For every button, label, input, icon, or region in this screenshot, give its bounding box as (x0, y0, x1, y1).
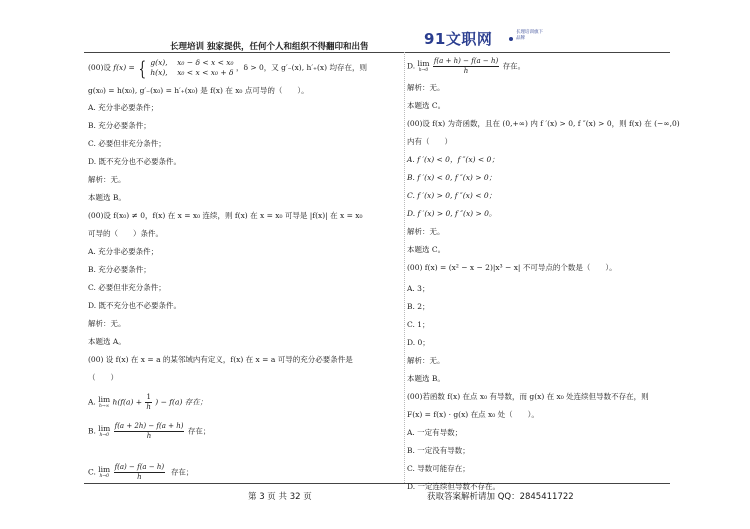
q4-answer: 本题选 C。 (407, 245, 446, 254)
right-column (407, 57, 680, 492)
q4-option-d: D. f ′(x) > 0, f ″(x) > 0。 (407, 209, 497, 218)
q1-answer: 本题选 B。 (88, 193, 126, 202)
q3b-limit (98, 425, 110, 438)
q6-option-b: B. 一定没有导数； (407, 446, 470, 455)
q3-option-b (88, 422, 398, 441)
q3-analysis: 解析：无。 (407, 83, 445, 92)
q6-line2: F(x) = f(x) · g(x) 在点 x₀ 处（ ）。 (407, 410, 539, 419)
page-number: 第 3 页 共 32 页 (248, 492, 312, 502)
q2-answer: 本题选 A。 (88, 337, 126, 346)
q2-analysis: 解析：无。 (88, 319, 126, 328)
q3a-label: A. (88, 397, 96, 407)
case1-cond: x₀ − δ < x < x₀ (177, 58, 234, 67)
q4-option-a: A. f ′(x) < 0，f ″(x) < 0； (407, 155, 499, 164)
frac-num: 1 (146, 393, 151, 401)
q2-option-a: A. 充分非必要条件； (88, 247, 159, 256)
case1-func: g(x), (150, 58, 168, 67)
q6-option-c: C. 导数可能存在； (407, 464, 470, 473)
q3c-label: C. (88, 467, 96, 477)
q5-option-a: A. 3； (407, 284, 430, 293)
q3b-fraction (114, 422, 185, 441)
q3c-limit (98, 466, 110, 479)
q4-line2: 内有（ ） (407, 137, 452, 146)
q5-option-b: B. 2； (407, 302, 430, 311)
case2-cond: x₀ < x < x₀ + δ (177, 68, 234, 77)
left-column (88, 57, 398, 482)
q2-option-d: D. 既不充分也不必要条件。 (88, 301, 182, 310)
frac-den: h (463, 67, 469, 75)
lim-sub: h→0 (99, 433, 110, 438)
q5-analysis: 解析：无。 (407, 356, 445, 365)
q6-option-d: D. 一定连续但导数不存在。 (407, 482, 501, 491)
q1-prefix: (00)设 (88, 63, 111, 72)
q3-option-a (88, 393, 398, 412)
q3d-post: 存在。 (502, 61, 526, 71)
q4-option-b: B. f ′(x) < 0, f ″(x) > 0； (407, 173, 497, 182)
q1-option-b: B. 充分必要条件； (88, 121, 151, 130)
column-divider (404, 52, 405, 483)
q3c-post: 存在； (170, 467, 194, 477)
lim-sub: h→0 (99, 474, 109, 479)
q1-fx: f(x) = (113, 63, 135, 72)
q3b-post: 存在； (187, 426, 211, 436)
q3c-fraction (114, 463, 166, 482)
frac-den: h (137, 473, 142, 481)
left-brace-icon: { (138, 56, 147, 80)
lim-text: lim (98, 424, 111, 433)
q1-option-c: C. 必要但非充分条件； (88, 139, 166, 148)
q2-option-c: C. 必要但非充分条件； (88, 283, 166, 292)
q5-option-c: C. 1； (407, 320, 430, 329)
logo-subtitle: 长理培训旗下品牌 (516, 30, 543, 41)
q4-line1: (00)设 f(x) 为奇函数，且在 (0,+∞) 内 f ′(x) > 0, f ″(x) > 0，则 f(x) 在 (−∞,0) (407, 119, 680, 128)
q5-line1: (00) f(x) = (x² − x − 2)|x³ − x| 不可导点的个数是（ ）。 (407, 263, 617, 272)
brand-logo (424, 28, 543, 49)
q1-option-d: D. 既不充分也不必要条件。 (88, 157, 182, 166)
q3-line2: （ ） (88, 373, 118, 382)
q3b-label: B. (88, 426, 96, 436)
lim-text: lim (98, 465, 111, 474)
header-notice: 长理培训 独家提供，任何个人和组织不得翻印和出售 (170, 42, 369, 52)
lim-sub: h→0 (418, 68, 429, 73)
q1-piecewise (150, 58, 233, 78)
lim-text: lim (417, 59, 430, 68)
frac-num: f(a + 2h) − f(a + h) (114, 422, 184, 430)
q3d-label: D. (407, 61, 416, 71)
q3a-limit (98, 396, 110, 409)
q3d-fraction (433, 57, 499, 76)
q2-option-b: B. 充分必要条件； (88, 265, 151, 274)
frac-num: f(a + h) − f(a − h) (433, 57, 499, 65)
frac-den: h (146, 432, 152, 440)
logo-dot-icon (509, 37, 513, 41)
q3-option-d (407, 57, 669, 76)
q5-answer: 本题选 B。 (407, 374, 445, 383)
header-rule (84, 52, 670, 53)
q5-option-d: D. 0； (407, 338, 430, 347)
q2-line2: 可导的（ ）条件。 (88, 229, 163, 238)
frac-den: h (146, 403, 151, 411)
q3-line1: (00) 设 f(x) 在 x = a 的某邻域内有定义，f(x) 在 x = a 可导的充分必要条件是 (88, 355, 353, 364)
q6-option-a: A. 一定有导数； (407, 428, 463, 437)
logo-text: 91文职网 (424, 30, 493, 48)
frac-num: f(a) − f(a − h) (114, 463, 165, 471)
question-1-stem (88, 57, 398, 79)
q4-option-c: C. f ′(x) > 0, f ″(x) < 0； (407, 191, 497, 200)
q1-analysis: 解析：无。 (88, 175, 126, 184)
q3a-body2: ) − f(a) 存在； (155, 397, 208, 407)
q2-line1: (00)设 f(x₀) ≠ 0，f(x) 在 x = x₀ 连续，则 f(x) 在 x = x₀ 可导是 |f(x)| 在 x = x₀ (88, 211, 363, 220)
contact-qq: 获取答案解析请加 QQ：2845411722 (427, 492, 574, 502)
q3d-limit (418, 60, 430, 73)
q1-stem-post: ，δ > 0，又 g′₋(x), h′₊(x) 均存在，则 (235, 63, 367, 72)
case2-func: h(x), (150, 68, 168, 77)
q3a-fraction (145, 393, 151, 412)
lim-sub: h→∞ (98, 404, 110, 409)
q3-answer: 本题选 C。 (407, 101, 446, 110)
q6-line1: (00)若函数 f(x) 在点 x₀ 有导数，而 g(x) 在 x₀ 处连续但导数不存在，则 (407, 392, 649, 401)
q1-option-a: A. 充分非必要条件； (88, 103, 159, 112)
q3a-body1: h(f(a) + (112, 397, 143, 407)
q1-line2: g(x₀) = h(x₀), g′₋(x₀) = h′₊(x₀) 是 f(x) 在 x₀ 点可导的（ ）。 (88, 86, 309, 95)
lim-text: lim (98, 395, 111, 404)
q3-option-c (88, 463, 398, 482)
q4-analysis: 解析：无。 (407, 227, 445, 236)
